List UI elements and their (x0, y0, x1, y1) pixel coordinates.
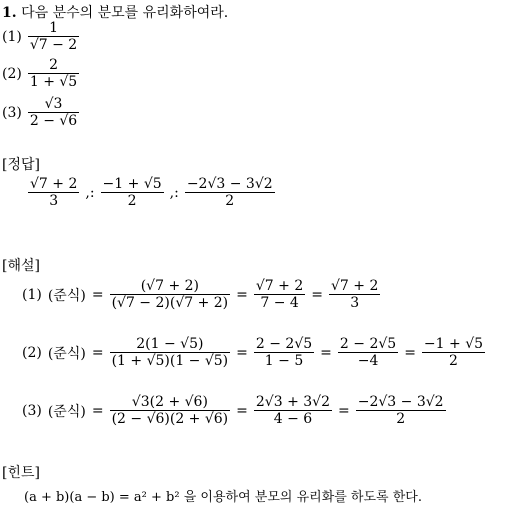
equals-sign: = (311, 286, 323, 303)
problem-instruction: 다음 분수의 분모를 유리화하여라. (21, 5, 229, 21)
answer-fraction-3 (185, 176, 275, 209)
numerator: (√7 + 2) (140, 278, 199, 294)
item-label: (3) (2, 104, 22, 121)
denominator: (1 + √5)(1 − √5) (111, 353, 229, 370)
problem-item-2 (2, 57, 85, 90)
numerator: √7 + 2 (255, 278, 304, 294)
denominator: 1 + √5 (29, 74, 78, 91)
denominator: (√7 − 2)(√7 + 2) (111, 295, 229, 312)
fraction (254, 394, 332, 427)
equals-sign: = (338, 402, 350, 419)
solution-row-2 (22, 336, 491, 369)
numerator: √7 + 2 (30, 176, 78, 192)
item-label: (2) (2, 65, 22, 82)
numerator: 2 − 2√5 (255, 336, 313, 352)
problem-number: 1. (2, 5, 17, 21)
numerator: 2√3 + 3√2 (255, 394, 330, 410)
separator: ,: (85, 184, 95, 201)
denominator: −4 (338, 352, 398, 369)
problem-title (2, 2, 228, 22)
fraction (110, 278, 231, 311)
numerator: −2√3 − 3√2 (357, 394, 444, 410)
solution-row-1 (22, 278, 386, 311)
hint-line (24, 486, 422, 505)
hint-heading: [힌트] (2, 465, 40, 481)
equals-sign: = (236, 344, 248, 361)
row-label: (2) (22, 344, 42, 361)
equals-sign: = (404, 344, 416, 361)
numerator: 2 (49, 57, 58, 73)
denominator: 2 (356, 410, 446, 427)
row-label: (3) (22, 402, 42, 419)
denominator: 2 (422, 352, 485, 369)
fraction (28, 20, 79, 53)
numerator: −1 + √5 (423, 336, 484, 352)
numerator: √7 + 2 (331, 278, 379, 294)
denominator: (2 − √6)(2 + √6) (111, 411, 229, 428)
equals-sign: = (236, 402, 248, 419)
fraction (329, 278, 380, 311)
denominator: 2 − √6 (29, 113, 78, 130)
answer-heading: [정답] (2, 157, 40, 173)
numerator: √3 (44, 96, 63, 112)
numerator: 2(1 − √5) (136, 336, 204, 352)
denominator: 7 − 4 (254, 294, 305, 311)
answer-fraction-2 (101, 176, 164, 209)
fraction (110, 336, 231, 369)
hint-text: 을 이용하여 분모의 유리화를 하도록 한다. (183, 490, 422, 505)
answer-fraction-1 (28, 176, 79, 209)
denominator: 2 (185, 192, 275, 209)
fraction (356, 394, 446, 427)
denominator: √7 − 2 (29, 37, 78, 54)
hint-formula: (a + b)(a − b) = a² + b² (24, 490, 180, 505)
solution-heading: [해설] (2, 258, 40, 274)
equals-sign: = (91, 286, 104, 303)
fraction (254, 278, 305, 311)
numerator: 1 (49, 20, 58, 36)
denominator: 3 (28, 192, 79, 209)
problem-item-1 (2, 20, 85, 53)
answer-line (28, 176, 281, 209)
row-tag: (준식) (47, 345, 86, 362)
fraction (110, 394, 231, 427)
equals-sign: = (320, 344, 332, 361)
numerator: 2 − 2√5 (339, 336, 397, 352)
fraction (422, 336, 485, 369)
fraction (28, 96, 79, 129)
equals-sign: = (91, 344, 104, 361)
denominator: 1 − 5 (254, 352, 314, 369)
numerator: −2√3 − 3√2 (186, 176, 273, 192)
numerator: √3(2 + √6) (131, 394, 208, 410)
fraction (254, 336, 314, 369)
item-label: (1) (2, 28, 22, 45)
fraction (28, 57, 79, 90)
row-label: (1) (22, 286, 42, 303)
equals-sign: = (91, 402, 104, 419)
numerator: −1 + √5 (102, 176, 162, 192)
row-tag: (준식) (47, 403, 86, 420)
denominator: 3 (329, 294, 380, 311)
equals-sign: = (236, 286, 248, 303)
row-tag: (준식) (47, 287, 86, 304)
separator: ,: (169, 184, 179, 201)
denominator: 2 (101, 192, 164, 209)
denominator: 4 − 6 (254, 410, 332, 427)
problem-item-3 (2, 96, 85, 129)
solution-row-3 (22, 394, 452, 427)
fraction (338, 336, 398, 369)
